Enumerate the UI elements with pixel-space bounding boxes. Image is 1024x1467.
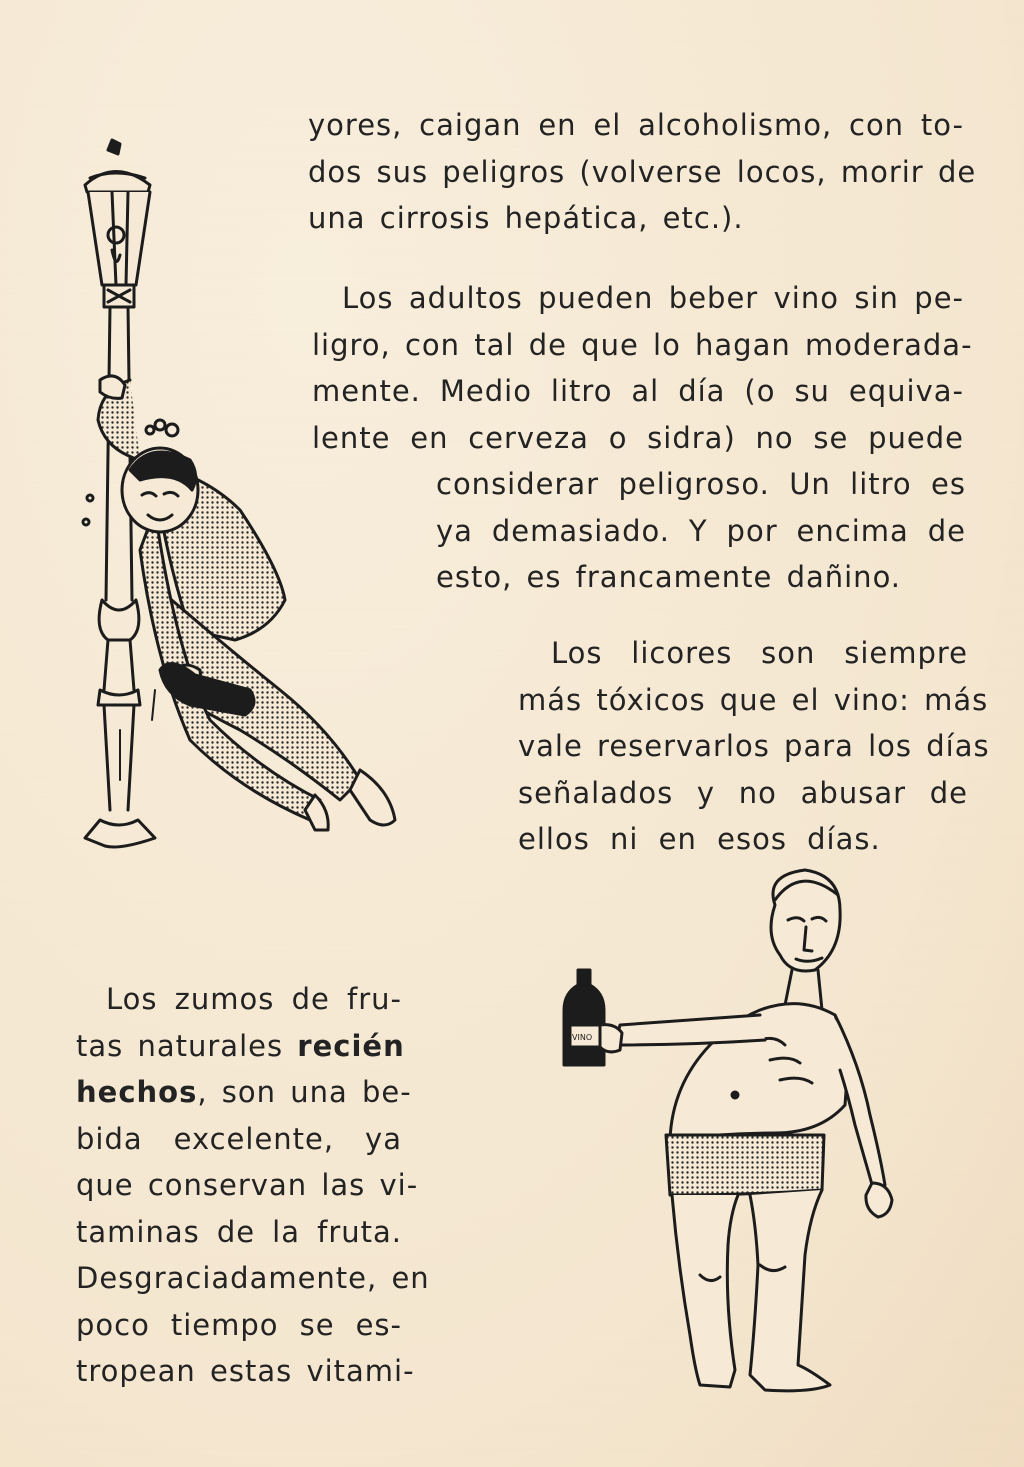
text-line: tas naturales recién [76, 1028, 405, 1063]
drunk-lamppost-illustration [60, 130, 410, 870]
text-line: ligro, con tal de que lo hagan moderada- [312, 327, 973, 362]
text-line: bida excelente, ya [76, 1121, 402, 1156]
text-line: dos sus peligros (volverse locos, morir de [308, 154, 977, 189]
emphasis-text: recién [297, 1028, 405, 1063]
paragraph-liquors [518, 630, 990, 863]
emphasis-text: hechos [76, 1075, 198, 1109]
text-line: poco tiempo se es- [76, 1307, 402, 1342]
text-line: yores, caigan en el alcoholismo, con to- [308, 108, 964, 142]
text-line: lente en cerveza o sidra) no se puede [312, 420, 964, 455]
text-line: ellos ni en esos días. [518, 822, 881, 856]
text-line: ya demasiado. Y por encima de [436, 513, 966, 548]
text-line: vale reservarlos para los días [518, 729, 990, 763]
text-line: tropean estas vitami- [76, 1354, 415, 1388]
text-line: más tóxicos que el vino: más [518, 682, 989, 717]
text-line: señalados y no abusar de [518, 775, 968, 810]
text-line: considerar peligroso. Un litro es [436, 467, 966, 501]
man-with-wine-bottle-illustration [560, 865, 910, 1405]
text-line: Desgraciadamente, en [76, 1261, 430, 1295]
text-line: hechos, son una be- [76, 1075, 412, 1109]
text-line: esto, es francamente dañino. [436, 560, 902, 594]
text-line: que conservan las vi- [76, 1168, 419, 1202]
text-line: Los licores son siempre [551, 636, 968, 670]
paragraph-fruit-juices [76, 976, 430, 1395]
text-line: taminas de la fruta. [76, 1214, 402, 1249]
text-line: Los zumos de fru- [106, 982, 402, 1016]
text-line: mente. Medio litro al día (o su equiva- [312, 374, 964, 408]
paragraph-adults-wine-continued [436, 461, 966, 601]
text-line: Los adultos pueden beber vino sin pe- [342, 281, 964, 315]
text-line: una cirrosis hepática, etc.). [308, 201, 744, 235]
bottle-label: VINO [572, 1033, 593, 1042]
